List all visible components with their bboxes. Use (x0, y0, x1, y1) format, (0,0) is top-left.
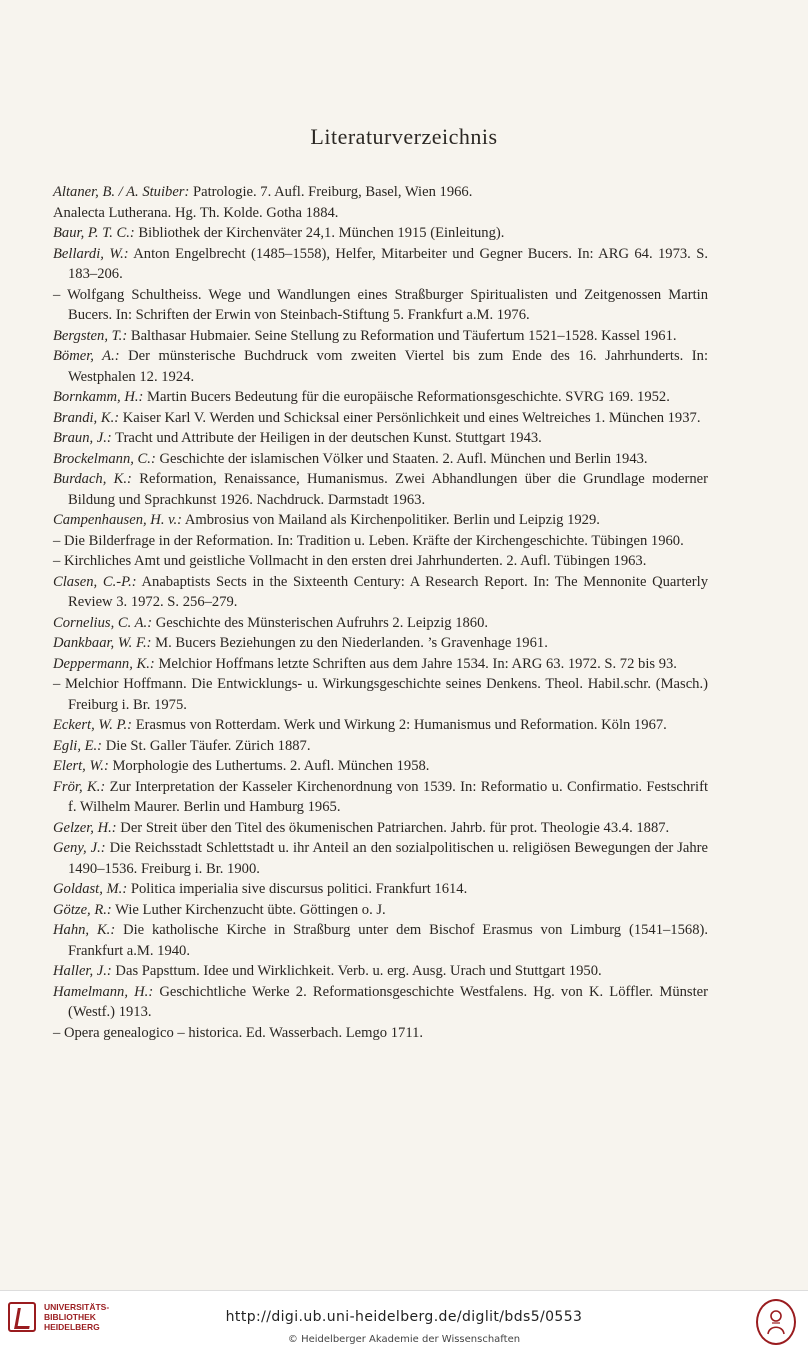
entry-author: Altaner, B. / A. Stuiber: (53, 184, 190, 200)
bibliography-entry (53, 715, 708, 736)
entry-text: Geschichtliche Werke 2. Reformationsgeschichte Westfalens. Hg. von K. Löffler. Münster (Westf.) 1913. (68, 983, 708, 1020)
bibliography-entry (53, 838, 708, 879)
entry-author: Haller, J.: (53, 963, 112, 979)
entry-text: Morphologie des Luthertums. 2. Aufl. München 1958. (108, 758, 430, 774)
bibliography-entry (53, 531, 708, 552)
bibliography-entry (53, 920, 708, 961)
entry-text: Patrologie. 7. Aufl. Freiburg, Basel, Wien 1966. (189, 184, 473, 200)
bibliography-entry (53, 203, 708, 224)
entry-author: Geny, J.: (53, 840, 106, 856)
entry-text: Tracht und Attribute der Heiligen in der deutschen Kunst. Stuttgart 1943. (111, 430, 542, 446)
entry-author: Clasen, C.-P.: (53, 573, 137, 590)
entry-text: Politica imperialia sive discursus politici. Frankfurt 1614. (127, 881, 468, 897)
entry-text: Wie Luther Kirchenzucht übte. Göttingen o. J. (111, 901, 386, 918)
entry-text: Der Streit über den Titel des ökumenischen Patriarchen. Jahrb. für prot. Theologie 43.4. 1887. (116, 819, 670, 836)
entry-text: Anabaptists Sects in the Sixteenth Century: A Research Report. In: The Mennonite Quarterly Review 3. 1972. S. 256–279. (68, 573, 708, 610)
entry-author: Braun, J.: (53, 430, 112, 446)
bibliography-entry (53, 510, 708, 531)
entry-text: Die katholische Kirche in Straßburg unter dem Bischof Erasmus von Limburg (1541–1568). Frankfurt a.M. 1940. (68, 922, 708, 959)
entry-text: Die Reichsstadt Schlettstadt u. ihr Anteil an den sozialpolitischen u. religiösen Bewegungen der Jahre 1490–1536. Freiburg i. Br. 1900. (68, 840, 708, 877)
bibliography-entry (53, 469, 708, 510)
entry-text: Anton Engelbrecht (1485–1558), Helfer, Mitarbeiter und Gegner Bucers. In: ARG 64. 1973. S. 183–206. (68, 245, 708, 282)
academy-seal-icon[interactable] (756, 1299, 796, 1345)
entry-author: Frör, K.: (53, 778, 106, 795)
entry-author: Bergsten, T.: (53, 327, 128, 344)
entry-author: Bömer, A.: (53, 348, 120, 364)
entry-author: Baur, P. T. C.: (53, 225, 135, 241)
bibliography-entry (53, 1023, 708, 1044)
bibliography-entry (53, 961, 708, 982)
bibliography-entry (53, 654, 708, 675)
bibliography-entry (53, 244, 708, 285)
entry-text: Zur Interpretation der Kasseler Kirchenordnung von 1539. In: Reformatio u. Confirmatio. Festschrift f. Wilhelm Maurer. Berlin und Hamburg 1965. (68, 778, 708, 815)
bibliography-entry (53, 756, 708, 777)
bibliography-entry (53, 777, 708, 818)
bibliography-entry (53, 449, 708, 470)
bibliography-entry (53, 428, 708, 449)
bibliography-entry (53, 182, 708, 203)
logo-line-1: UNIVERSITÄTS- (44, 1302, 110, 1312)
entry-text: – Kirchliches Amt und geistliche Vollmacht in den ersten drei Jahrhunderten. 2. Aufl. Tübingen 1963. (53, 553, 647, 569)
bibliography-entry (53, 326, 708, 347)
entry-author: Gelzer, H.: (53, 819, 117, 836)
bibliography-entry (53, 900, 708, 921)
entry-text: – Melchior Hoffmann. Die Entwicklungs- u. Wirkungsgeschichte seines Denkens. Theol. Habil.schr. (Masch.) Freiburg i. Br. 1975. (53, 676, 708, 713)
entry-author: Hahn, K.: (53, 922, 116, 938)
bibliography-entry (53, 223, 708, 244)
entry-text: Balthasar Hubmaier. Seine Stellung zu Reformation und Täufertum 1521–1528. Kassel 1961. (127, 327, 677, 344)
seal-figure-icon (763, 1307, 789, 1337)
bibliography-entry (53, 387, 708, 408)
entry-text: M. Bucers Beziehungen zu den Niederlanden. ’s Gravenhage 1961. (151, 635, 548, 651)
bibliography-entry (53, 818, 708, 839)
logo-line-3: HEIDELBERG (44, 1322, 100, 1332)
entry-author: Brandi, K.: (53, 409, 120, 426)
entry-author: Goldast, M.: (53, 881, 128, 897)
entry-author: Cornelius, C. A.: (53, 614, 153, 631)
entry-author: Dankbaar, W. F.: (53, 635, 152, 651)
bibliography-entry (53, 674, 708, 715)
bibliography-entry (53, 736, 708, 757)
bibliography-entry (53, 408, 708, 429)
entry-text: Die St. Galler Täufer. Zürich 1887. (102, 737, 311, 754)
bibliography-entry (53, 982, 708, 1023)
entry-author: Elert, W.: (53, 758, 109, 774)
logo-line-2: BIBLIOTHEK (44, 1312, 96, 1322)
entry-text: Melchior Hoffmans letzte Schriften aus dem Jahre 1534. In: ARG 63. 1972. S. 72 bis 93. (154, 655, 677, 672)
entry-author: Hamelmann, H.: (53, 983, 154, 1000)
entry-text: Geschichte der islamischen Völker und Staaten. 2. Aufl. München und Berlin 1943. (155, 450, 648, 467)
entry-text: Das Papsttum. Idee und Wirklichkeit. Verb. u. erg. Ausg. Urach und Stuttgart 1950. (111, 963, 602, 979)
bibliography-entry (53, 572, 708, 613)
entry-text: Erasmus von Rotterdam. Werk und Wirkung 2: Humanismus und Reformation. Köln 1967. (132, 717, 667, 733)
bibliography-entry (53, 346, 708, 387)
entry-text: Bibliothek der Kirchenväter 24,1. München 1915 (Einleitung). (134, 225, 505, 241)
entry-text: Analecta Lutherana. Hg. Th. Kolde. Gotha 1884. (53, 204, 339, 221)
bibliography-entry (53, 879, 708, 900)
entry-author: Burdach, K.: (53, 471, 132, 487)
entry-text: Der münsterische Buchdruck vom zweiten Viertel bis zum Ende des 16. Jahrhunderts. In: Westphalen 12. 1924. (68, 348, 709, 385)
page-title: Literaturverzeichnis (310, 124, 498, 149)
entry-text: Martin Bucers Bedeutung für die europäische Reformationsgeschichte. SVRG 169. 1952. (143, 389, 670, 405)
bibliography-entry (53, 285, 708, 326)
entry-text: – Wolfgang Schultheiss. Wege und Wandlungen eines Straßburger Spiritualisten und Zeitgenossen Martin Bucers. In: Schriften der Erwin von Steinbach-Stiftung 5. Frankfurt a.M. 1976. (53, 286, 708, 323)
entry-author: Campenhausen, H. v.: (53, 512, 183, 528)
entry-text: – Opera genealogico – historica. Ed. Wasserbach. Lemgo 1711. (53, 1024, 424, 1041)
entry-author: Eckert, W. P.: (53, 717, 133, 733)
entry-text: Reformation, Renaissance, Humanismus. Zwei Abhandlungen über die Grundlage moderner Bildung und Sprachkunst 1926. Nachdruck. Darmstadt 1963. (68, 471, 708, 508)
bibliography-entry (53, 633, 708, 654)
footer-bar (0, 1290, 808, 1359)
entry-text: – Die Bilderfrage in der Reformation. In: Tradition u. Leben. Kräfte der Kirchengeschichte. Tübingen 1960. (53, 532, 684, 549)
entry-author: Götze, R.: (53, 901, 112, 918)
entry-author: Bellardi, W.: (53, 245, 129, 262)
entry-text: Geschichte des Münsterischen Aufruhrs 2. Leipzig 1860. (152, 614, 489, 631)
entry-author: Brockelmann, C.: (53, 450, 156, 467)
entry-author: Bornkamm, H.: (53, 389, 144, 405)
entry-text: Ambrosius von Mailand als Kirchenpolitiker. Berlin und Leipzig 1929. (182, 512, 600, 528)
entry-author: Egli, E.: (53, 737, 103, 754)
entry-author: Deppermann, K.: (53, 655, 155, 672)
entry-text: Kaiser Karl V. Werden und Schicksal einer Persönlichkeit und eines Weltreiches 1. München 1937. (119, 409, 701, 426)
bibliography-entry (53, 551, 708, 572)
permalink-url[interactable]: http://digi.ub.uni-heidelberg.de/diglit/bds5/0553 (225, 1309, 583, 1325)
bibliography-entry (53, 613, 708, 634)
copyright-notice: © Heidelberger Akademie der Wissenschaften (287, 1334, 521, 1345)
bibliography-list (53, 182, 708, 1043)
